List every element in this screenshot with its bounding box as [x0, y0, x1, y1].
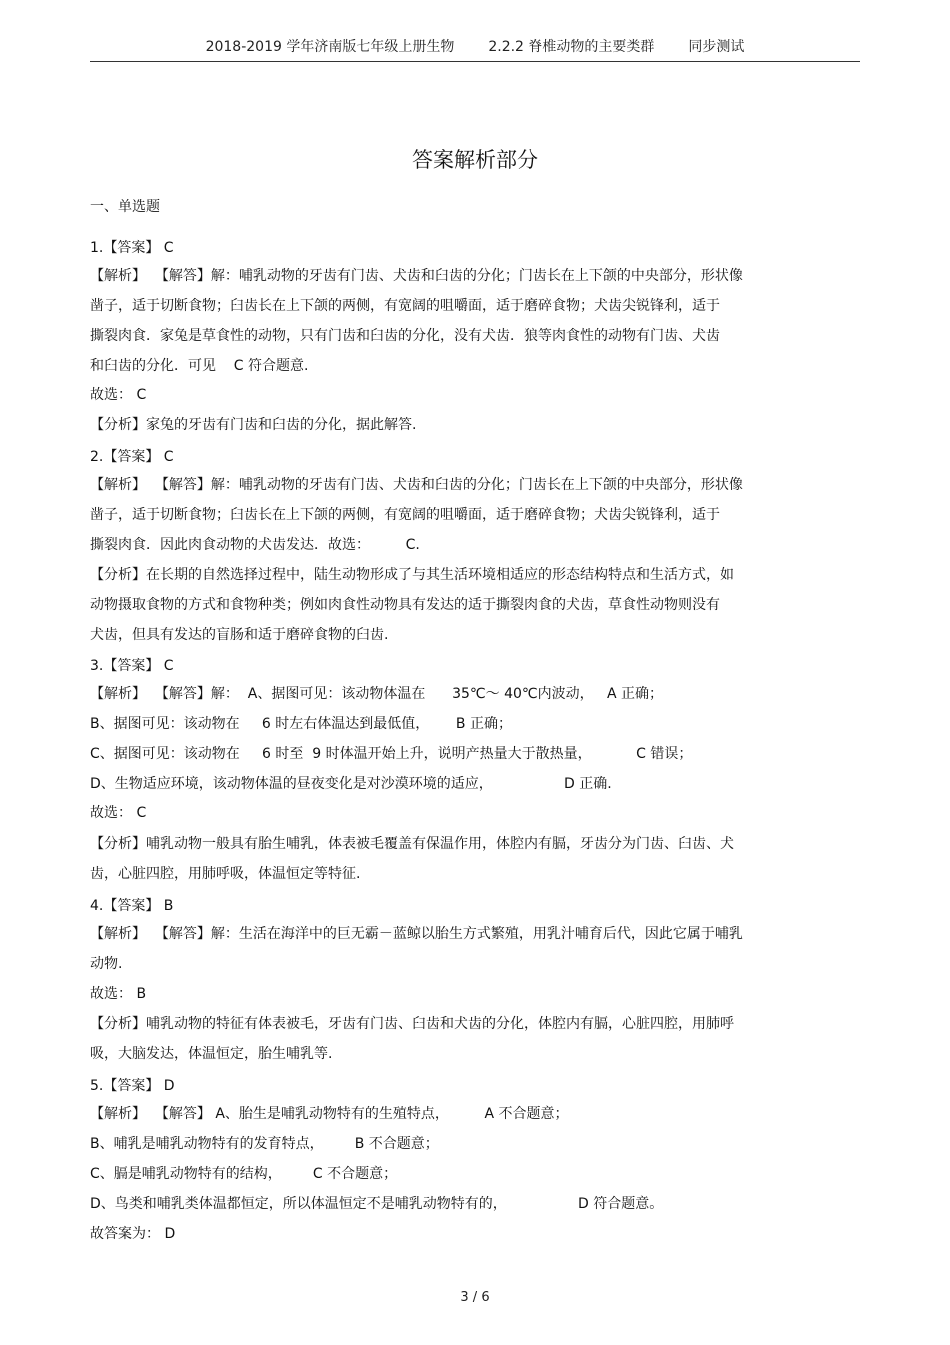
answer-line: B、哺乳是哺乳动物特有的发育特点， B 不合题意；: [90, 1136, 439, 1152]
answer-line: 5.【答案】 D: [90, 1078, 175, 1094]
answer-line: 吸，大脑发达，体温恒定，胎生哺乳等.: [90, 1046, 333, 1062]
answer-line: 2.【答案】 C: [90, 449, 174, 465]
section-heading: 一、单选题: [90, 199, 160, 215]
answer-line: 撕裂肉食．因此肉食动物的犬齿发达．故选： C.: [90, 537, 420, 553]
answer-line: 【解析】 【解答】解：哺乳动物的牙齿有门齿、犬齿和臼齿的分化；门齿长在上下颌的中央部分，形状像: [90, 477, 743, 493]
answer-line: C、膈是哺乳动物特有的结构， C 不合题意；: [90, 1166, 398, 1182]
answer-line: 动物.: [90, 956, 123, 972]
answer-line: 齿，心脏四腔，用肺呼吸，体温恒定等特征.: [90, 866, 361, 882]
answer-line: 【分析】哺乳动物的特征有体表被毛，牙齿有门齿、臼齿和犬齿的分化，体腔内有膈，心脏四腔，用肺呼: [90, 1016, 734, 1032]
answer-line: 撕裂肉食．家兔是草食性的动物，只有门齿和臼齿的分化，没有犬齿．狼等肉食性的动物有门齿、犬齿: [90, 328, 720, 344]
answer-line: 犬齿，但具有发达的盲肠和适于磨碎食物的臼齿.: [90, 627, 389, 643]
answer-line: 故答案为： D: [90, 1226, 176, 1242]
answer-line: 1.【答案】 C: [90, 240, 174, 256]
answer-line: 【解析】 【解答】解：哺乳动物的牙齿有门齿、犬齿和臼齿的分化；门齿长在上下颌的中央部分，形状像: [90, 268, 743, 284]
answer-line: 【解析】 【解答】 A、胎生是哺乳动物特有的生殖特点， A 不合题意；: [90, 1106, 569, 1122]
page-title: 答案解析部分: [412, 148, 538, 172]
header-test-label: 同步测试: [688, 39, 745, 55]
answer-line: 【解析】 【解答】解： A、据图可见：该动物体温在 35℃～ 40℃内波动， A 正确；: [90, 686, 663, 702]
answer-line: 凿子，适于切断食物；臼齿长在上下颌的两侧，有宽阔的咀嚼面，适于磨碎食物；犬齿尖锐锋利，适于: [90, 298, 720, 314]
answer-line: 故选： C: [90, 805, 147, 821]
answer-line: 【分析】家兔的牙齿有门齿和臼齿的分化，据此解答.: [90, 417, 417, 433]
answer-line: 【分析】哺乳动物一般具有胎生哺乳，体表被毛覆盖有保温作用，体腔内有膈，牙齿分为门齿、臼齿、犬: [90, 836, 734, 852]
answer-line: 4.【答案】 B: [90, 898, 174, 914]
page-number: 3 / 6: [460, 1290, 490, 1305]
answer-line: C、据图可见：该动物在 6 时至 9 时体温开始上升，说明产热量大于散热量， C 错误；: [90, 746, 693, 762]
page-header: [90, 36, 860, 56]
answer-line: 故选： B: [90, 986, 147, 1002]
answer-line: B、据图可见：该动物在 6 时左右体温达到最低值， B 正确；: [90, 716, 512, 732]
answer-line: 【分析】在长期的自然选择过程中，陆生动物形成了与其生活环境相适应的形态结构特点和生活方式，如: [90, 567, 734, 583]
answer-line: 和臼齿的分化．可见 C 符合题意.: [90, 358, 309, 374]
answer-line: 【解析】 【解答】解：生活在海洋中的巨无霸－蓝鲸以胎生方式繁殖，用乳汁哺育后代，因此它属于哺乳: [90, 926, 743, 942]
answer-line: D、生物适应环境，该动物体温的昼夜变化是对沙漠环境的适应， D 正确.: [90, 776, 612, 792]
header-rule: [90, 61, 860, 62]
answer-line: 凿子，适于切断食物；臼齿长在上下颌的两侧，有宽阔的咀嚼面，适于磨碎食物；犬齿尖锐锋利，适于: [90, 507, 720, 523]
answer-line: D、鸟类和哺乳类体温都恒定，所以体温恒定不是哺乳动物特有的， D 符合题意。: [90, 1196, 664, 1212]
header-course-title: 2018-2019 学年济南版七年级上册生物: [205, 39, 455, 55]
header-lesson-title: 2.2.2 脊椎动物的主要类群: [488, 39, 655, 55]
answer-line: 动物摄取食物的方式和食物种类；例如肉食性动物具有发达的适于撕裂肉食的犬齿，草食性动物则没有: [90, 597, 720, 613]
answer-line: 3.【答案】 C: [90, 658, 174, 674]
answer-line: 故选： C: [90, 387, 147, 403]
